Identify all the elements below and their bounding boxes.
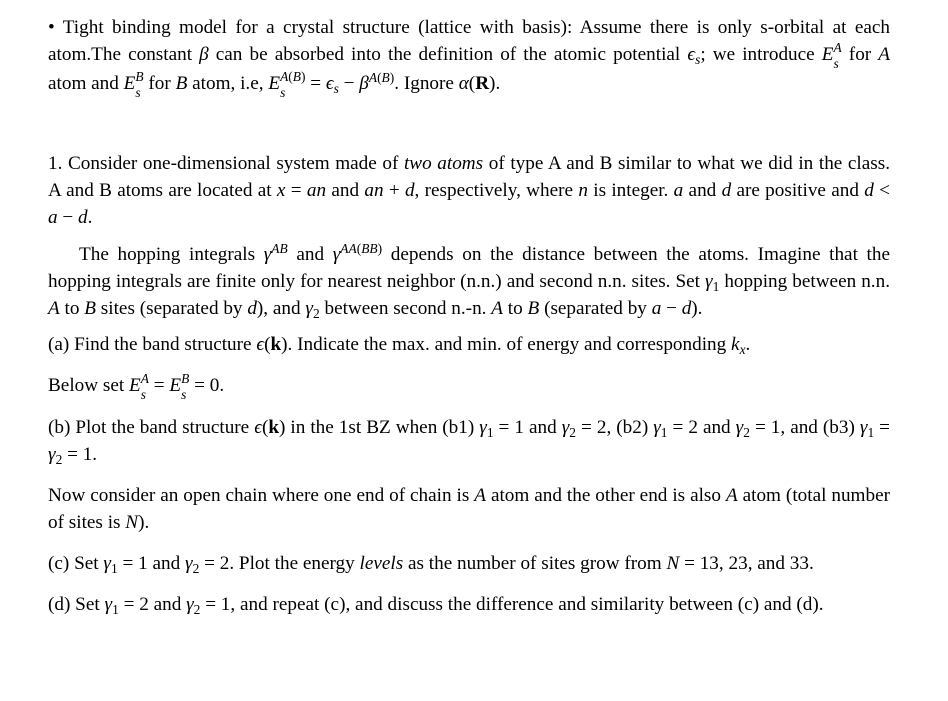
part-b: (b) Plot the band structure ϵ(k) in the 1st BZ when (b1) $\gamma_1 = 1$ and $\gamma_2 = 2$, (b2) $\gamma_1 = 2$ and $\gamma_2 = 1$, and (b3) $\gamma_1 = \gamma_2 = 1$. xyxy=(48,417,891,468)
open-chain-paragraph: Now consider an open chain where one end of chain is A atom and the other end is also A atom (total number of sites is N). xyxy=(48,485,890,534)
problem-document xyxy=(48,14,890,618)
part-d: (d) Set $\gamma_1 = 2$ and $\gamma_2 = 1$, and repeat (c), and discuss the difference and similarity between (c) and (d). xyxy=(48,594,824,618)
part-a: (a) Find the band structure ϵ(k). Indicate the max. and min. of energy and corresponding $k_x$. xyxy=(48,334,751,358)
bullet: • xyxy=(48,17,55,38)
set-energies-line: Below set E A s = E B s = 0. xyxy=(48,371,225,402)
part1-paragraph: 1. Consider one-dimensional system made of two atoms of type A and B similar to what we did in the class. A and B atoms are located at x = an and an + d, respectively, where n is integer. a and d are positive and d < a − d. xyxy=(48,153,890,229)
hopping-paragraph: The hopping integrals $\gamma^{AB}$ and $\gamma^{AA(BB)}$ depends on the distance between the atoms. Imagine that the hopping integrals are finite only for nearest neighbor (n.n.) and second n.n. sites. Set $\gamma_1$ hopping between n.n. A to B sites (separated by d), and $\gamma_2$ between second n.-n. A to B (separated by a − d). xyxy=(48,241,890,322)
part-c: (c) Set $\gamma_1 = 1$ and $\gamma_2 = 2$. Plot the energy levels as the number of sites grow from N = 13, 23, and 33. xyxy=(48,553,814,577)
intro-paragraph: • Tight binding model for a crystal structure (lattice with basis): Assume there is only s-orbital at each atom.The constant β can be absorbed into the definition of the atomic potential $\epsilon_s$; we introduce E A s for A atom and E B s for B atom, i.e, E A(B) s = $\epsilon_s - \beta^{A(B)}$. Ignore α(R). xyxy=(48,17,891,100)
